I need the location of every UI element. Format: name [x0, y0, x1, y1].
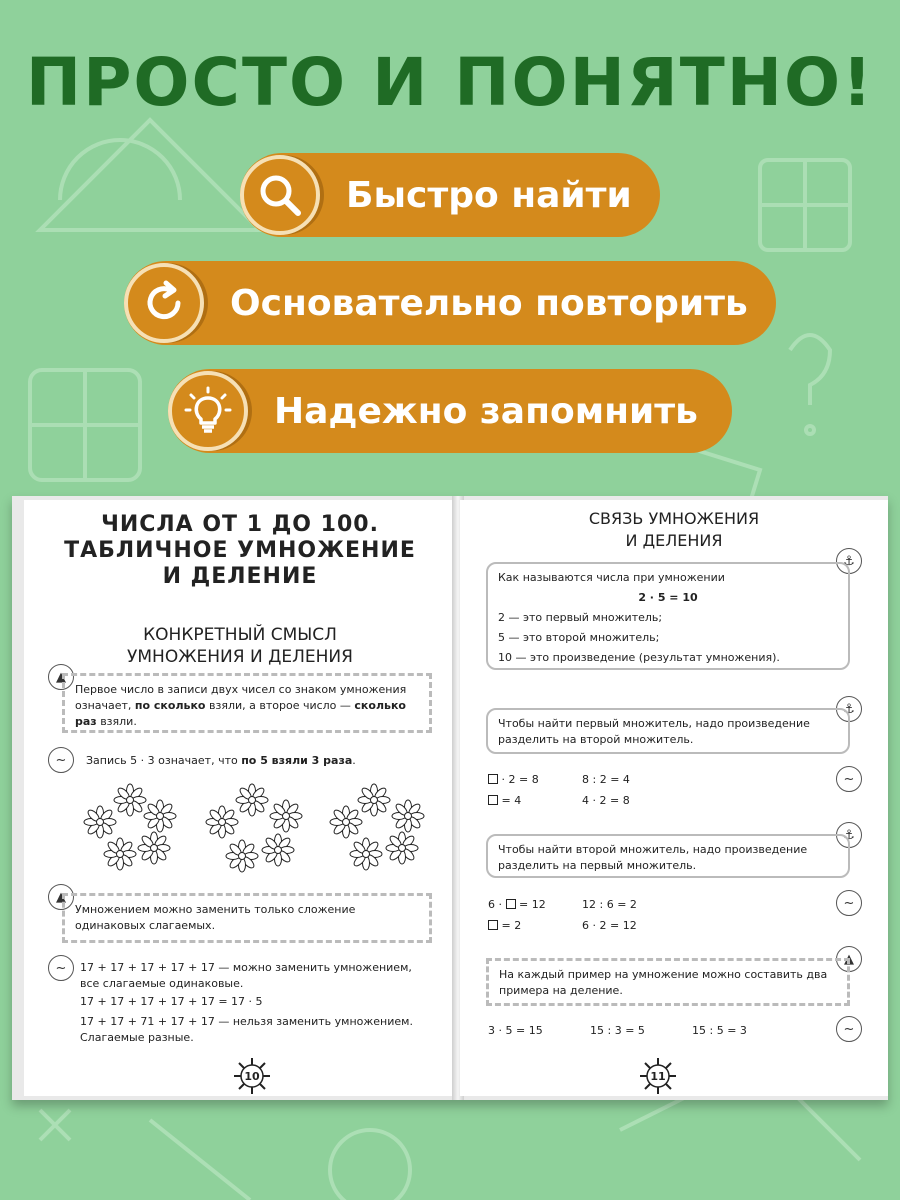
page-number: 10: [244, 1069, 260, 1083]
example-row: 15 : 5 = 3: [692, 1024, 747, 1037]
right-page: [460, 500, 888, 1096]
dolphin-icon: ~: [836, 1016, 862, 1042]
example-text: [86, 753, 436, 769]
right-page-title: [460, 508, 888, 552]
rule-text: взяли.: [96, 715, 137, 728]
example-text: 6 ·: [488, 898, 502, 911]
example-text: = 12: [519, 898, 546, 911]
title-line: И ДЕЛЕНИЕ: [162, 564, 318, 589]
dolphin-icon: ~: [836, 890, 862, 916]
anchor-icon: ⚓: [836, 822, 862, 848]
blank-square: [506, 899, 516, 909]
left-page-title: [24, 512, 456, 590]
anchor-icon: ⚓: [836, 548, 862, 574]
dolphin-icon: ~: [48, 747, 74, 773]
blank-square: [488, 795, 498, 805]
rule-box: Чтобы найти второй множитель, надо произведение разделить на первый множитель.: [486, 834, 850, 878]
example-row: [488, 793, 521, 809]
example-text: 17 + 17 + 17 + 17 + 17 — можно заменить умножением, все слагаемые одинаковые.: [80, 961, 412, 990]
example-row: [488, 918, 521, 934]
example-row: 12 : 6 = 2: [582, 898, 637, 911]
example-row: 4 · 2 = 8: [582, 794, 630, 807]
example-bold: по 5 взяли 3 раза: [241, 754, 353, 767]
page-number: 11: [650, 1069, 666, 1083]
lightbulb-icon: [168, 371, 248, 451]
left-page-subtitle: [24, 624, 456, 668]
example-text: 17 + 17 + 17 + 17 + 17 = 17 · 5: [80, 995, 263, 1008]
feature-remember: [168, 369, 732, 453]
dolphin-icon: ~: [836, 766, 862, 792]
blank-square: [488, 774, 498, 784]
lighthouse-icon: ▲: [48, 884, 74, 910]
definition-line: 2 — это первый множитель;: [498, 611, 663, 624]
definition-equation: 2 · 5 = 10: [638, 591, 698, 604]
definition-line: 10 — это произведение (результат умножения).: [498, 651, 780, 664]
example-row: [488, 772, 539, 788]
flower-groups-illustration: [74, 780, 434, 880]
feature-quick-find: [240, 153, 660, 237]
definition-line: 5 — это второй множитель;: [498, 631, 660, 644]
feature-label: Надежно запомнить: [274, 390, 698, 432]
lighthouse-icon: ▲: [836, 946, 862, 972]
rule-bold: сколько раз: [75, 699, 406, 728]
anchor-icon: ⚓: [836, 696, 862, 722]
subtitle-line: КОНКРЕТНЫЙ СМЫСЛ: [143, 625, 337, 645]
example-row: 8 : 2 = 4: [582, 773, 630, 786]
example-text: 17 + 17 + 71 + 17 + 17 — нельзя заменить умножением. Слагаемые разные.: [80, 1015, 413, 1044]
search-icon: [240, 155, 320, 235]
definition-question: Как называются числа при умножении: [498, 571, 725, 584]
example-row: 6 · 2 = 12: [582, 919, 637, 932]
feature-repeat: [124, 261, 776, 345]
example-text: = 2: [501, 919, 522, 932]
rule-box: [62, 673, 432, 733]
subtitle-line: УМНОЖЕНИЯ И ДЕЛЕНИЯ: [127, 647, 353, 667]
rule-text: Первое число в записи двух чисел со знаком умножения означает,: [75, 683, 407, 712]
rule-bold: по сколько: [134, 699, 206, 712]
refresh-icon: [124, 263, 204, 343]
blank-square: [488, 920, 498, 930]
example-row: 3 · 5 = 15: [488, 1024, 543, 1037]
feature-label: Основательно повторить: [230, 282, 748, 324]
page-number-badge: [638, 1056, 678, 1096]
feature-label: Быстро найти: [346, 174, 632, 216]
left-page: [24, 500, 456, 1096]
rule-box: На каждый пример на умножение можно составить два примера на деление.: [486, 958, 850, 1006]
rule-text: взяли, а второе число —: [205, 699, 355, 712]
rule-box: Умножением можно заменить только сложение одинаковых слагаемых.: [62, 893, 432, 943]
lighthouse-icon: ▲: [48, 664, 74, 690]
example-row: 15 : 3 = 5: [590, 1024, 645, 1037]
headline: ПРОСТО И ПОНЯТНО!: [25, 44, 875, 121]
example-text-part: Запись 5 · 3 означает, что: [86, 754, 242, 767]
example-text: · 2 = 8: [501, 773, 539, 786]
title-line: И ДЕЛЕНИЯ: [625, 531, 723, 550]
dolphin-icon: ~: [48, 955, 74, 981]
example-text-part: .: [352, 754, 356, 767]
title-line: СВЯЗЬ УМНОЖЕНИЯ: [588, 509, 760, 528]
title-line: ЧИСЛА ОТ 1 ДО 100.: [101, 512, 379, 537]
title-line: ТАБЛИЧНОЕ УМНОЖЕНИЕ: [64, 538, 416, 563]
rule-box: Чтобы найти первый множитель, надо произведение разделить на второй множитель.: [486, 708, 850, 754]
page-number-badge: [232, 1056, 272, 1096]
example-text: = 4: [501, 794, 522, 807]
definition-box: [486, 562, 850, 670]
example-row: [488, 897, 546, 913]
